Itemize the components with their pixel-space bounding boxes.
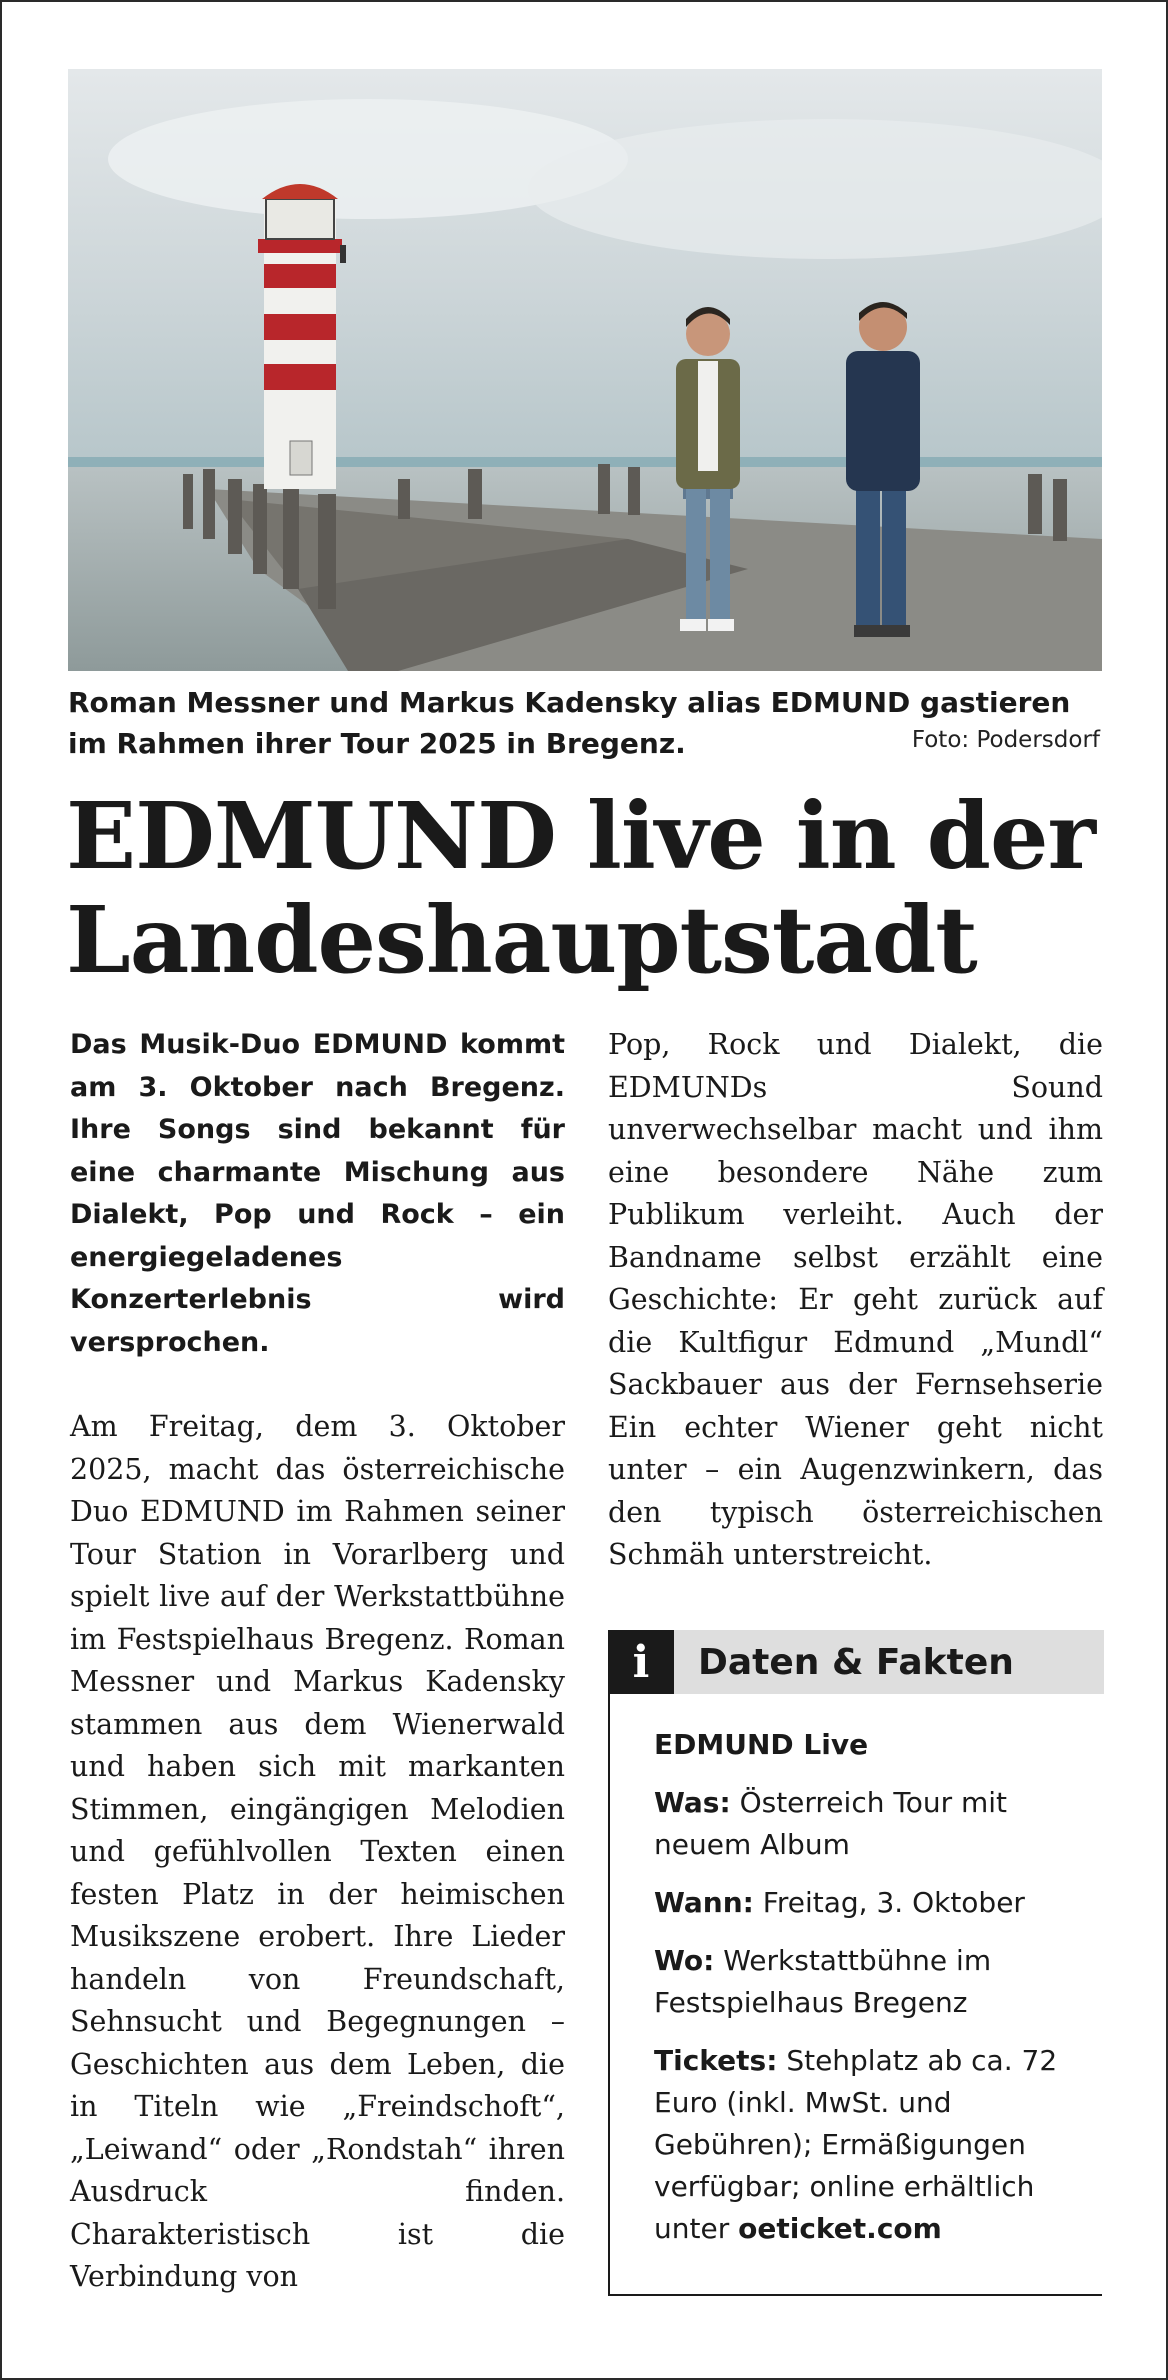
facts-body (654, 1724, 1084, 2266)
article-lead: Das Musik-Duo EDMUND kommt am 3. Oktober nach Bregenz. Ihre Songs sind bekannt für eine charmante Mischung aus Dialekt, Pop und Rock – ein energiegeladenes Konzerterlebnis wird versprochen. (70, 1029, 565, 1358)
facts-row-wo (654, 1940, 1084, 2024)
photo-caption: Roman Messner und Markus Kadensky alias EDMUND gastieren im Rahmen ihrer Tour 2025 in Bregenz. (68, 686, 1071, 760)
facts-value-wo: Werkstattbühne im Festspielhaus Bregenz (654, 1944, 992, 2019)
facts-label-tickets: Tickets: (654, 2044, 778, 2077)
article-photo (68, 69, 1102, 671)
article-column-left (70, 1024, 565, 2299)
facts-value-tickets: Stehplatz ab ca. 72 Euro (inkl. MwSt. und Gebühren); Ermäßigungen verfügbar; online erhältlich unter (654, 2044, 1058, 2245)
info-icon: i (608, 1630, 674, 1694)
facts-row-was (654, 1782, 1084, 1866)
facts-value-wann: Freitag, 3. Oktober (762, 1886, 1025, 1919)
facts-header (608, 1630, 1104, 1694)
facts-value-was: Österreich Tour mit neuem Album (654, 1786, 1008, 1861)
facts-box (608, 1630, 1102, 2296)
facts-row-wann (654, 1882, 1084, 1924)
article-body-right: Pop, Rock und Dialekt, die EDMUNDs Sound unverwechselbar macht und ihm eine besondere Nähe zum Publikum verleiht. Auch der Bandname selbst erzählt eine Geschichte: Er geht zurück auf die Kultfigur Edmund „Mundl“ Sackbauer aus der Fernsehserie Ein echter Wiener geht nicht unter – ein Augenzwinkern, das den typisch österreichischen Schmäh unterstreicht. (608, 1028, 1103, 1571)
facts-label-wo: Wo: (654, 1944, 715, 1977)
article-body-left: Am Freitag, dem 3. Oktober 2025, macht das österreichische Duo EDMUND im Rahmen seiner Tour Station in Vorarlberg und spielt live auf der Werkstattbühne im Festspielhaus Bregenz. Roman Messner und Markus Kadensky stammen aus dem Wienerwald und haben sich mit markanten Stimmen, eingängigen Melodien und gefühlvollen Texten einen festen Platz in der heimischen Musikszene erobert. Ihre Lieder handeln von Freundschaft, Sehnsucht und Begegnungen – Geschichten aus dem Leben, die in Titeln wie „Freindschoft“, „Leiwand“ oder „Rondstah“ ihren Ausdruck finden. Charakteristisch ist die Verbindung von (70, 1410, 565, 2293)
article-column-right (608, 1024, 1103, 1577)
lighthouse-duo-photo-icon (68, 69, 1102, 671)
photo-credit: Foto: Podersdorf (911, 727, 1100, 753)
facts-row-tickets (654, 2040, 1084, 2250)
facts-label-wann: Wann: (654, 1886, 754, 1919)
article-headline: EDMUND live in der Landeshauptstadt (66, 782, 1095, 994)
ticket-site-link[interactable]: oeticket.com (738, 2212, 942, 2245)
facts-label-was: Was: (654, 1786, 731, 1819)
facts-title: Daten & Fakten (698, 1641, 1014, 1683)
facts-event: EDMUND Live (654, 1728, 869, 1761)
